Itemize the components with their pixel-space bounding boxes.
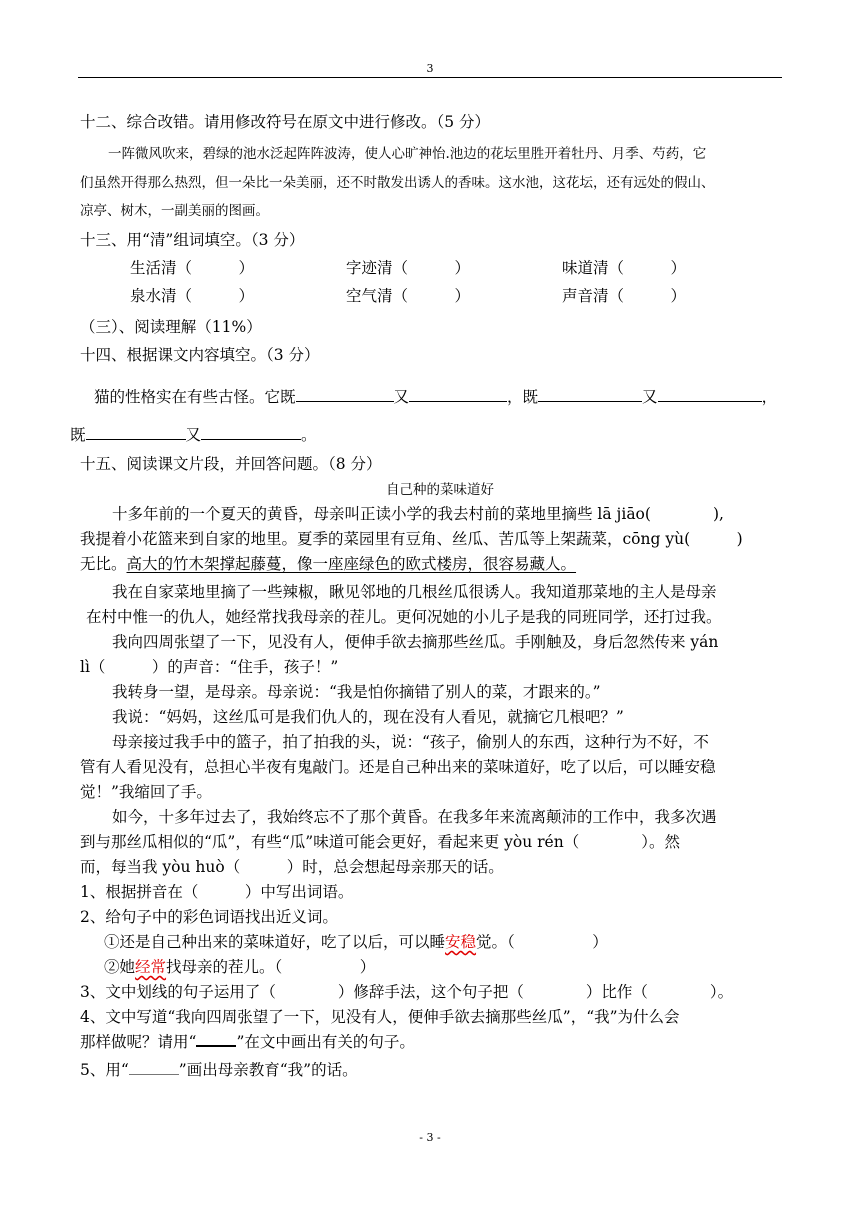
sub4-post: ”在文中画出有关的句子。 [236, 1033, 415, 1051]
q14-blank-1[interactable] [296, 387, 394, 402]
q13-item-3: 味道清（ ） [562, 259, 687, 277]
q12-title: 十二、综合改错。请用修改符号在原文中进行修改。（5 分） [80, 113, 491, 131]
q14-line-2 [70, 423, 317, 445]
underline-sample-thin [129, 1060, 179, 1075]
p1-line-1: 十多年前的一个夏天的黄昏，母亲叫正读小学的我去村前的菜地里摘些 lā jiāo( ), [112, 505, 724, 523]
sub5-post: ”画出母亲教育“我”的话。 [178, 1061, 358, 1079]
colored-word-jingchang: 经常 [135, 958, 167, 976]
q14-text-a: 猫的性格实在有些古怪。它既 [94, 388, 296, 406]
section-3-title: （三）、阅读理解（11%） [80, 318, 262, 336]
q14-blank-4[interactable] [658, 387, 762, 402]
sub2a-pre: ①还是自己种出来的菜味道好，吃了以后，可以睡 [104, 933, 446, 951]
q14-comma: ， [761, 388, 778, 406]
q14-comma-ji: ，既 [507, 388, 539, 406]
q14-ji-2: 既 [70, 426, 86, 444]
header-page-number: 3 [426, 62, 434, 75]
sub-question-2a [104, 930, 608, 952]
p4: 我转身一望，是母亲。母亲说：“我是怕你摘错了别人的菜，才跟来的。” [112, 683, 601, 701]
p3-line-2: lì（ ）的声音：“住手，孩子！” [80, 658, 339, 676]
q14-period: 。 [301, 426, 317, 444]
p5: 我说：“妈妈，这丝瓜可是我们仇人的，现在没有人看见，就摘它几根吧？” [112, 708, 624, 726]
p7-line-2: 到与那丝瓜相似的“瓜”，有些“瓜”味道可能会更好，看起来更 yòu rén（ ）。然 [80, 833, 680, 851]
q14-line-1 [94, 385, 777, 407]
q14-you-3: 又 [185, 426, 202, 444]
q13-title: 十三、用“清”组词填空。（3 分） [80, 231, 305, 249]
sub2b-post: 找母亲的茬儿。（ ） [166, 958, 376, 976]
p6-line-2: 管有人看见没有，总担心半夜有鬼敲门。还是自己种出来的菜味道好，吃了以后，可以睡安稳 [80, 758, 716, 776]
underlined-sentence: 高大的竹木架撑起藤蔓，像一座座绿色的欧式楼房，很容易藏人。 [126, 555, 577, 573]
q12-line-1: 一阵微风吹来，碧绿的池水泛起阵阵波涛，使人心旷神怡.池边的花坛里胜开着牡丹、月季、芍药，它 [108, 146, 707, 162]
sub-question-2b [104, 955, 375, 977]
p7-line-1: 如今，十多年过去了，我始终忘不了那个黄昏。在我多年来流离颠沛的工作中，我多次遇 [112, 808, 717, 826]
underline-sample-solid [196, 1031, 236, 1047]
q14-blank-3[interactable] [538, 387, 642, 402]
sub-question-2: 2、给句子中的彩色词语找出近义词。 [80, 908, 338, 926]
footer-page-number: - 3 - [419, 1131, 441, 1144]
sub5-pre: 5、用“ [80, 1061, 129, 1079]
q14-blank-5[interactable] [86, 425, 186, 440]
q13-item-6: 声音清（ ） [562, 287, 687, 305]
p3-line-1: 我向四周张望了一下，见没有人，便伸手欲去摘那些丝瓜。手刚触及，身后忽然传来 yán [112, 633, 719, 651]
sub2a-post: 觉。（ ） [476, 933, 608, 951]
p6-line-1: 母亲接过我手中的篮子，拍了拍我的头，说：“孩子，偷别人的东西，这种行为不好，不 [112, 733, 709, 751]
p1-line-2: 我提着小花篮来到自家的地里。夏季的菜园里有豆角、丝瓜、苦瓜等上架蔬菜，cōng yù( ) [80, 530, 743, 548]
sub4-pre: 那样做呢？请用“ [80, 1033, 197, 1051]
header-rule [78, 77, 782, 78]
q14-you-2: 又 [642, 388, 658, 406]
q12-line-2: 们虽然开得那么热烈，但一朵比一朵美丽，还不时散发出诱人的香味。这水池，这花坛，还有远处的假山、 [80, 175, 715, 191]
q14-you-1: 又 [393, 388, 410, 406]
p2-line-1: 我在自家菜地里摘了一些辣椒，瞅见邻地的几根丝瓜很诱人。我知道那菜地的主人是母亲 [112, 583, 717, 601]
sub-question-1: 1、根据拼音在（ ）中写出词语。 [80, 883, 354, 901]
p1-text: 无比。 [80, 555, 127, 573]
q12-line-3: 凉亭、树木，一副美丽的图画。 [80, 203, 269, 219]
q14-blank-6[interactable] [201, 425, 301, 440]
q13-item-2: 字迹清（ ） [346, 259, 471, 277]
q13-item-1: 生活清（ ） [130, 259, 255, 277]
sub-question-5 [80, 1058, 358, 1080]
q14-blank-2[interactable] [409, 387, 507, 402]
p6-line-3: 觉！”我缩回了手。 [80, 783, 212, 801]
colored-word-anwen: 安稳 [445, 933, 477, 951]
sub2b-pre: ②她 [104, 958, 136, 976]
sub-question-4-line-2 [80, 1030, 415, 1052]
p2-line-2: 在村中惟一的仇人，她经常找我母亲的茬儿。更何况她的小儿子是我的同班同学，还打过我。 [86, 608, 722, 626]
q13-item-4: 泉水清（ ） [130, 287, 255, 305]
story-title: 自己种的菜味道好 [386, 482, 494, 498]
q15-title: 十五、阅读课文片段，并回答问题。（8 分） [80, 455, 382, 473]
p1-line-3 [80, 552, 576, 574]
p7-line-3: 而，每当我 yòu huò（ ）时，总会想起母亲那天的话。 [80, 858, 504, 876]
sub-question-3: 3、文中划线的句子运用了（ ）修辞手法，这个句子把（ ）比作（ ）。 [80, 983, 734, 1001]
sub-question-4-line-1: 4、文中写道“我向四周张望了一下，见没有人，便伸手欲去摘那些丝瓜”，“我”为什么会 [80, 1008, 680, 1026]
q14-title: 十四、根据课文内容填空。（3 分） [80, 346, 320, 364]
q13-item-5: 空气清（ ） [346, 287, 471, 305]
